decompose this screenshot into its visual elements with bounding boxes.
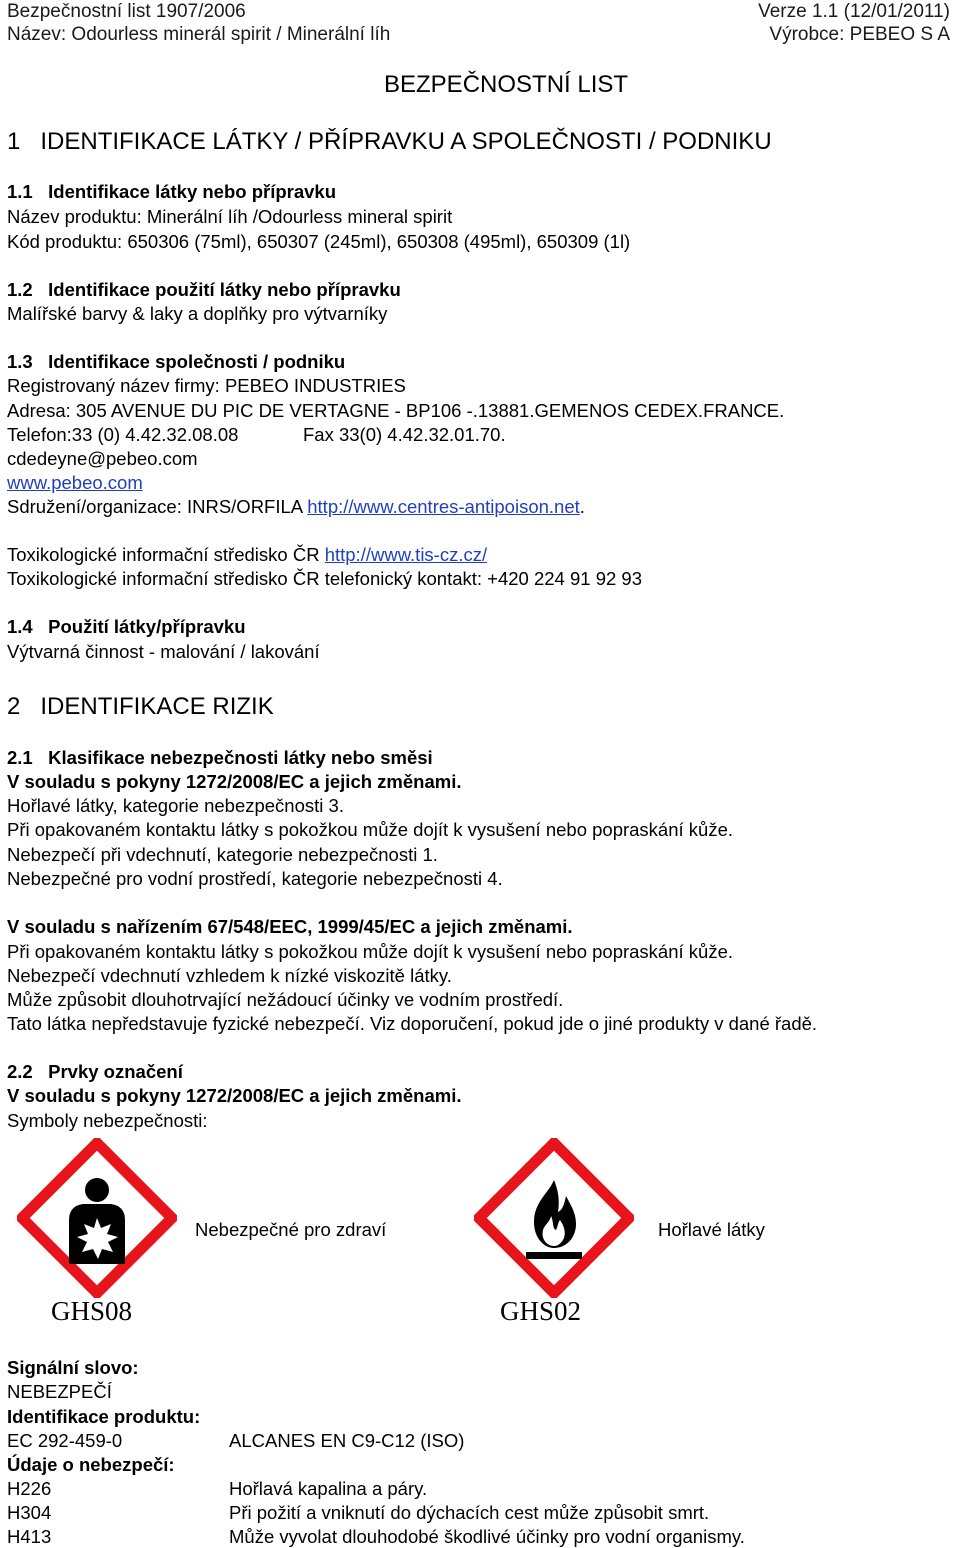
toxicology-phone: Toxikologické informační středisko ČR telefonický kontakt: +420 224 91 92 93 — [7, 568, 642, 589]
section-1-3-heading: 1.3 Identifikace společnosti / podniku — [7, 351, 346, 372]
hazard-text: Hořlavá kapalina a páry. — [229, 1478, 428, 1499]
health-hazard-icon — [17, 1138, 177, 1298]
section-1-2-heading: 1.2 Identifikace použití látky nebo přípravku — [7, 279, 401, 300]
section-1-heading: 1 IDENTIFIKACE LÁTKY / PŘÍPRAVKU A SPOLEČNOSTI / PODNIKU — [7, 128, 772, 155]
ghs02-pictogram — [474, 1138, 634, 1334]
ghs08-pictogram — [17, 1138, 177, 1334]
tis-link[interactable]: http://www.tis-cz.cz/ — [324, 544, 488, 565]
registered-name: Registrovaný název firmy: PEBEO INDUSTRIES — [7, 375, 406, 396]
clp-line: Nebezpečí při vdechnutí, kategorie nebezpečnosti 1. — [7, 844, 438, 865]
dsd-line: Nebezpečí vdechnutí vzhledem k nízké viskozitě látky. — [7, 965, 452, 986]
clp-line: Nebezpečné pro vodní prostředí, kategorie nebezpečnosti 4. — [7, 868, 503, 889]
header-left-line1: Bezpečnostní list 1907/2006 — [7, 1, 246, 22]
section-1-1-heading: 1.1 Identifikace látky nebo přípravku — [7, 181, 337, 202]
hazard-code: H304 — [7, 1502, 52, 1523]
signal-word: NEBEZPEČÍ — [7, 1381, 112, 1402]
substance-use: Výtvarná činnost - malování / lakování — [7, 641, 320, 662]
clp-line: Hořlavé látky, kategorie nebezpečnosti 3. — [7, 795, 344, 816]
clp-subheading: V souladu s pokyny 1272/2008/EC a jejich změnami. — [7, 771, 462, 792]
hazard-symbols-label: Symboly nebezpečnosti: — [7, 1110, 208, 1131]
product-name: Název produktu: Minerální líh /Odourless mineral spirit — [7, 206, 453, 227]
ghs08-caption: Nebezpečné pro zdraví — [195, 1219, 387, 1240]
hazard-text: Může vyvolat dlouhodobé škodlivé účinky pro vodní organismy. — [229, 1526, 745, 1547]
clp-line: Při opakovaném kontaktu látky s pokožkou může dojít k vysušení nebo popraskání kůže. — [7, 819, 734, 840]
use-identification: Malířské barvy & laky a doplňky pro výtvarníky — [7, 303, 388, 324]
product-code: Kód produktu: 650306 (75ml), 650307 (245ml), 650308 (495ml), 650309 (1l) — [7, 231, 631, 252]
product-id-label: Identifikace produktu: — [7, 1406, 201, 1427]
section-1-4-heading: 1.4 Použití látky/přípravku — [7, 616, 246, 637]
association-line — [7, 496, 585, 518]
header-left-line2: Název: Odourless minerál spirit / Minerální líh — [7, 24, 391, 45]
flame-icon — [474, 1138, 634, 1298]
header-right-line1: Verze 1.1 (12/01/2011) — [758, 1, 950, 22]
dsd-line: Při opakovaném kontaktu látky s pokožkou může dojít k vysušení nebo popraskání kůže. — [7, 941, 734, 962]
toxicology-line — [7, 544, 487, 566]
association-suffix: . — [579, 496, 585, 517]
toxicology-label: Toxikologické informační středisko ČR — [7, 544, 325, 565]
section-2-2-heading: 2.2 Prvky označení — [7, 1061, 183, 1082]
company-address: Adresa: 305 AVENUE DU PIC DE VERTAGNE - BP106 -.13881.GEMENOS CEDEX.FRANCE. — [7, 400, 785, 421]
hazard-code: H226 — [7, 1478, 52, 1499]
company-email: cdedeyne@pebeo.com — [7, 448, 198, 469]
dsd-line: Může způsobit dlouhotrvající nežádoucí účinky ve vodním prostředí. — [7, 989, 564, 1010]
association-label: Sdružení/organizace: INRS/ORFILA — [7, 496, 308, 517]
dsd-line: Tato látka nepředstavuje fyzické nebezpečí. Viz doporučení, pokud jde o jiné produkty v dané řadě. — [7, 1013, 818, 1034]
page-title: BEZPEČNOSTNÍ LIST — [384, 71, 629, 98]
dsd-subheading: V souladu s nařízením 67/548/EEC, 1999/45/EC a jejich změnami. — [7, 916, 573, 937]
section-2-1-heading: 2.1 Klasifikace nebezpečnosti látky nebo směsi — [7, 747, 433, 768]
company-fax: Fax 33(0) 4.42.32.01.70. — [303, 424, 506, 445]
company-website-link[interactable]: www.pebeo.com — [7, 472, 143, 493]
ghs02-caption: Hořlavé látky — [658, 1219, 765, 1240]
company-phone: Telefon:33 (0) 4.42.32.08.08 — [7, 424, 239, 445]
signal-word-label: Signální slovo: — [7, 1357, 139, 1378]
label-elements-subheading: V souladu s pokyny 1272/2008/EC a jejich změnami. — [7, 1085, 462, 1106]
ec-number: EC 292-459-0 — [7, 1430, 123, 1451]
ec-name: ALCANES EN C9-C12 (ISO) — [229, 1430, 465, 1451]
header-right-line2: Výrobce: PEBEO S A — [769, 24, 950, 45]
section-2-heading: 2 IDENTIFIKACE RIZIK — [7, 693, 274, 720]
hazard-statements-label: Údaje o nebezpečí: — [7, 1454, 175, 1475]
hazard-text: Při požití a vniknutí do dýchacích cest může způsobit smrt. — [229, 1502, 710, 1523]
ghs02-code: GHS02 — [500, 1296, 582, 1326]
antipoison-link[interactable]: http://www.centres-antipoison.net — [307, 496, 580, 517]
ghs08-code: GHS08 — [51, 1296, 133, 1326]
hazard-code: H413 — [7, 1526, 52, 1547]
